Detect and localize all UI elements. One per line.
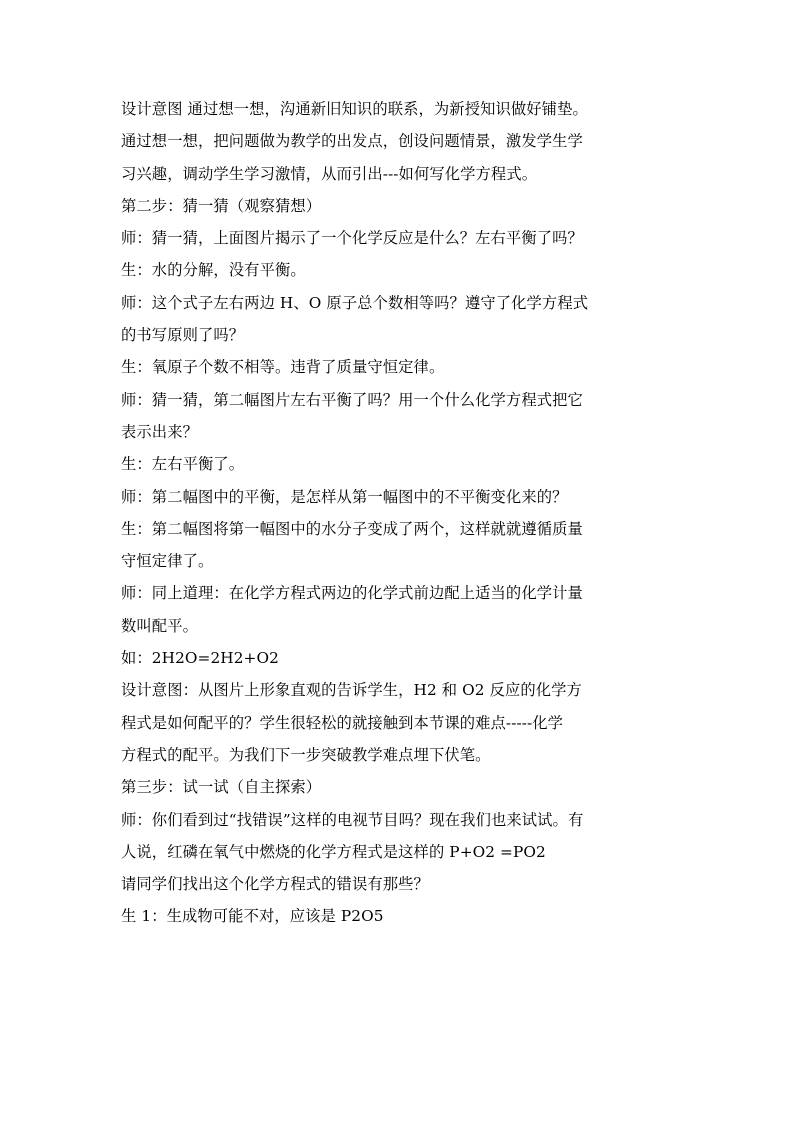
text-line: 师：第二幅图中的平衡，是怎样从第一幅图中的不平衡变化来的？ bbox=[121, 487, 568, 506]
text-line: 生：氧原子个数不相等。违背了质量守恒定律。 bbox=[121, 358, 445, 377]
text-line: 生：左右平衡了。 bbox=[121, 455, 245, 474]
text-line: 表示出来？ bbox=[121, 422, 198, 441]
section-heading: 第二步：猜一猜（观察猜想） bbox=[121, 196, 322, 215]
text-line: 生 1：生成物可能不对，应该是 P2O5 bbox=[121, 907, 384, 926]
text-line: 师：这个式子左右两边 H、O 原子总个数相等吗？遵守了化学方程式 bbox=[121, 293, 589, 312]
equation-line: 如：2H2O=2H2+O2 bbox=[121, 649, 279, 668]
text-line: 生：第二幅图将第一幅图中的水分子变成了两个，这样就就遵循质量 bbox=[121, 519, 583, 538]
document-body bbox=[121, 93, 681, 933]
text-line: 请同学们找出这个化学方程式的错误有那些？ bbox=[121, 875, 429, 894]
text-line: 人说，红磷在氧气中燃烧的化学方程式是这样的 P+O2 =PO2 bbox=[121, 842, 546, 861]
text-line: 设计意图 通过想一想，沟通新旧知识的联系，为新授知识做好铺垫。 bbox=[121, 100, 588, 118]
text-line: 通过想一想，把问题做为教学的出发点，创设问题情景，激发学生学 bbox=[121, 132, 583, 151]
text-line: 数叫配平。 bbox=[121, 616, 198, 635]
text-line: 师：同上道理：在化学方程式两边的化学式前边配上适当的化学计量 bbox=[121, 584, 583, 603]
text-line: 方程式的配平。为我们下一步突破教学难点埋下伏笔。 bbox=[121, 745, 491, 764]
text-line: 程式是如何配平的？学生很轻松的就接触到本节课的难点-----化学 bbox=[121, 713, 564, 732]
text-line: 的书写原则了吗？ bbox=[121, 326, 245, 345]
text-line: 习兴趣，调动学生学习激情，从而引出---如何写化学方程式。 bbox=[121, 164, 538, 183]
text-line: 师：你们看到过“找错误”这样的电视节目吗？现在我们也来试试。有 bbox=[121, 810, 584, 829]
text-line: 师：猜一猜，第二幅图片左右平衡了吗？用一个什么化学方程式把它 bbox=[121, 390, 583, 409]
text-line: 设计意图：从图片上形象直观的告诉学生，H2 和 O2 反应的化学方 bbox=[121, 681, 582, 700]
text-line: 生：水的分解，没有平衡。 bbox=[121, 261, 306, 280]
text-line: 师：猜一猜，上面图片揭示了一个化学反应是什么？左右平衡了吗？ bbox=[121, 229, 583, 248]
text-line: 守恒定律了。 bbox=[121, 552, 214, 571]
section-heading: 第三步：试一试（自主探索） bbox=[121, 778, 322, 797]
